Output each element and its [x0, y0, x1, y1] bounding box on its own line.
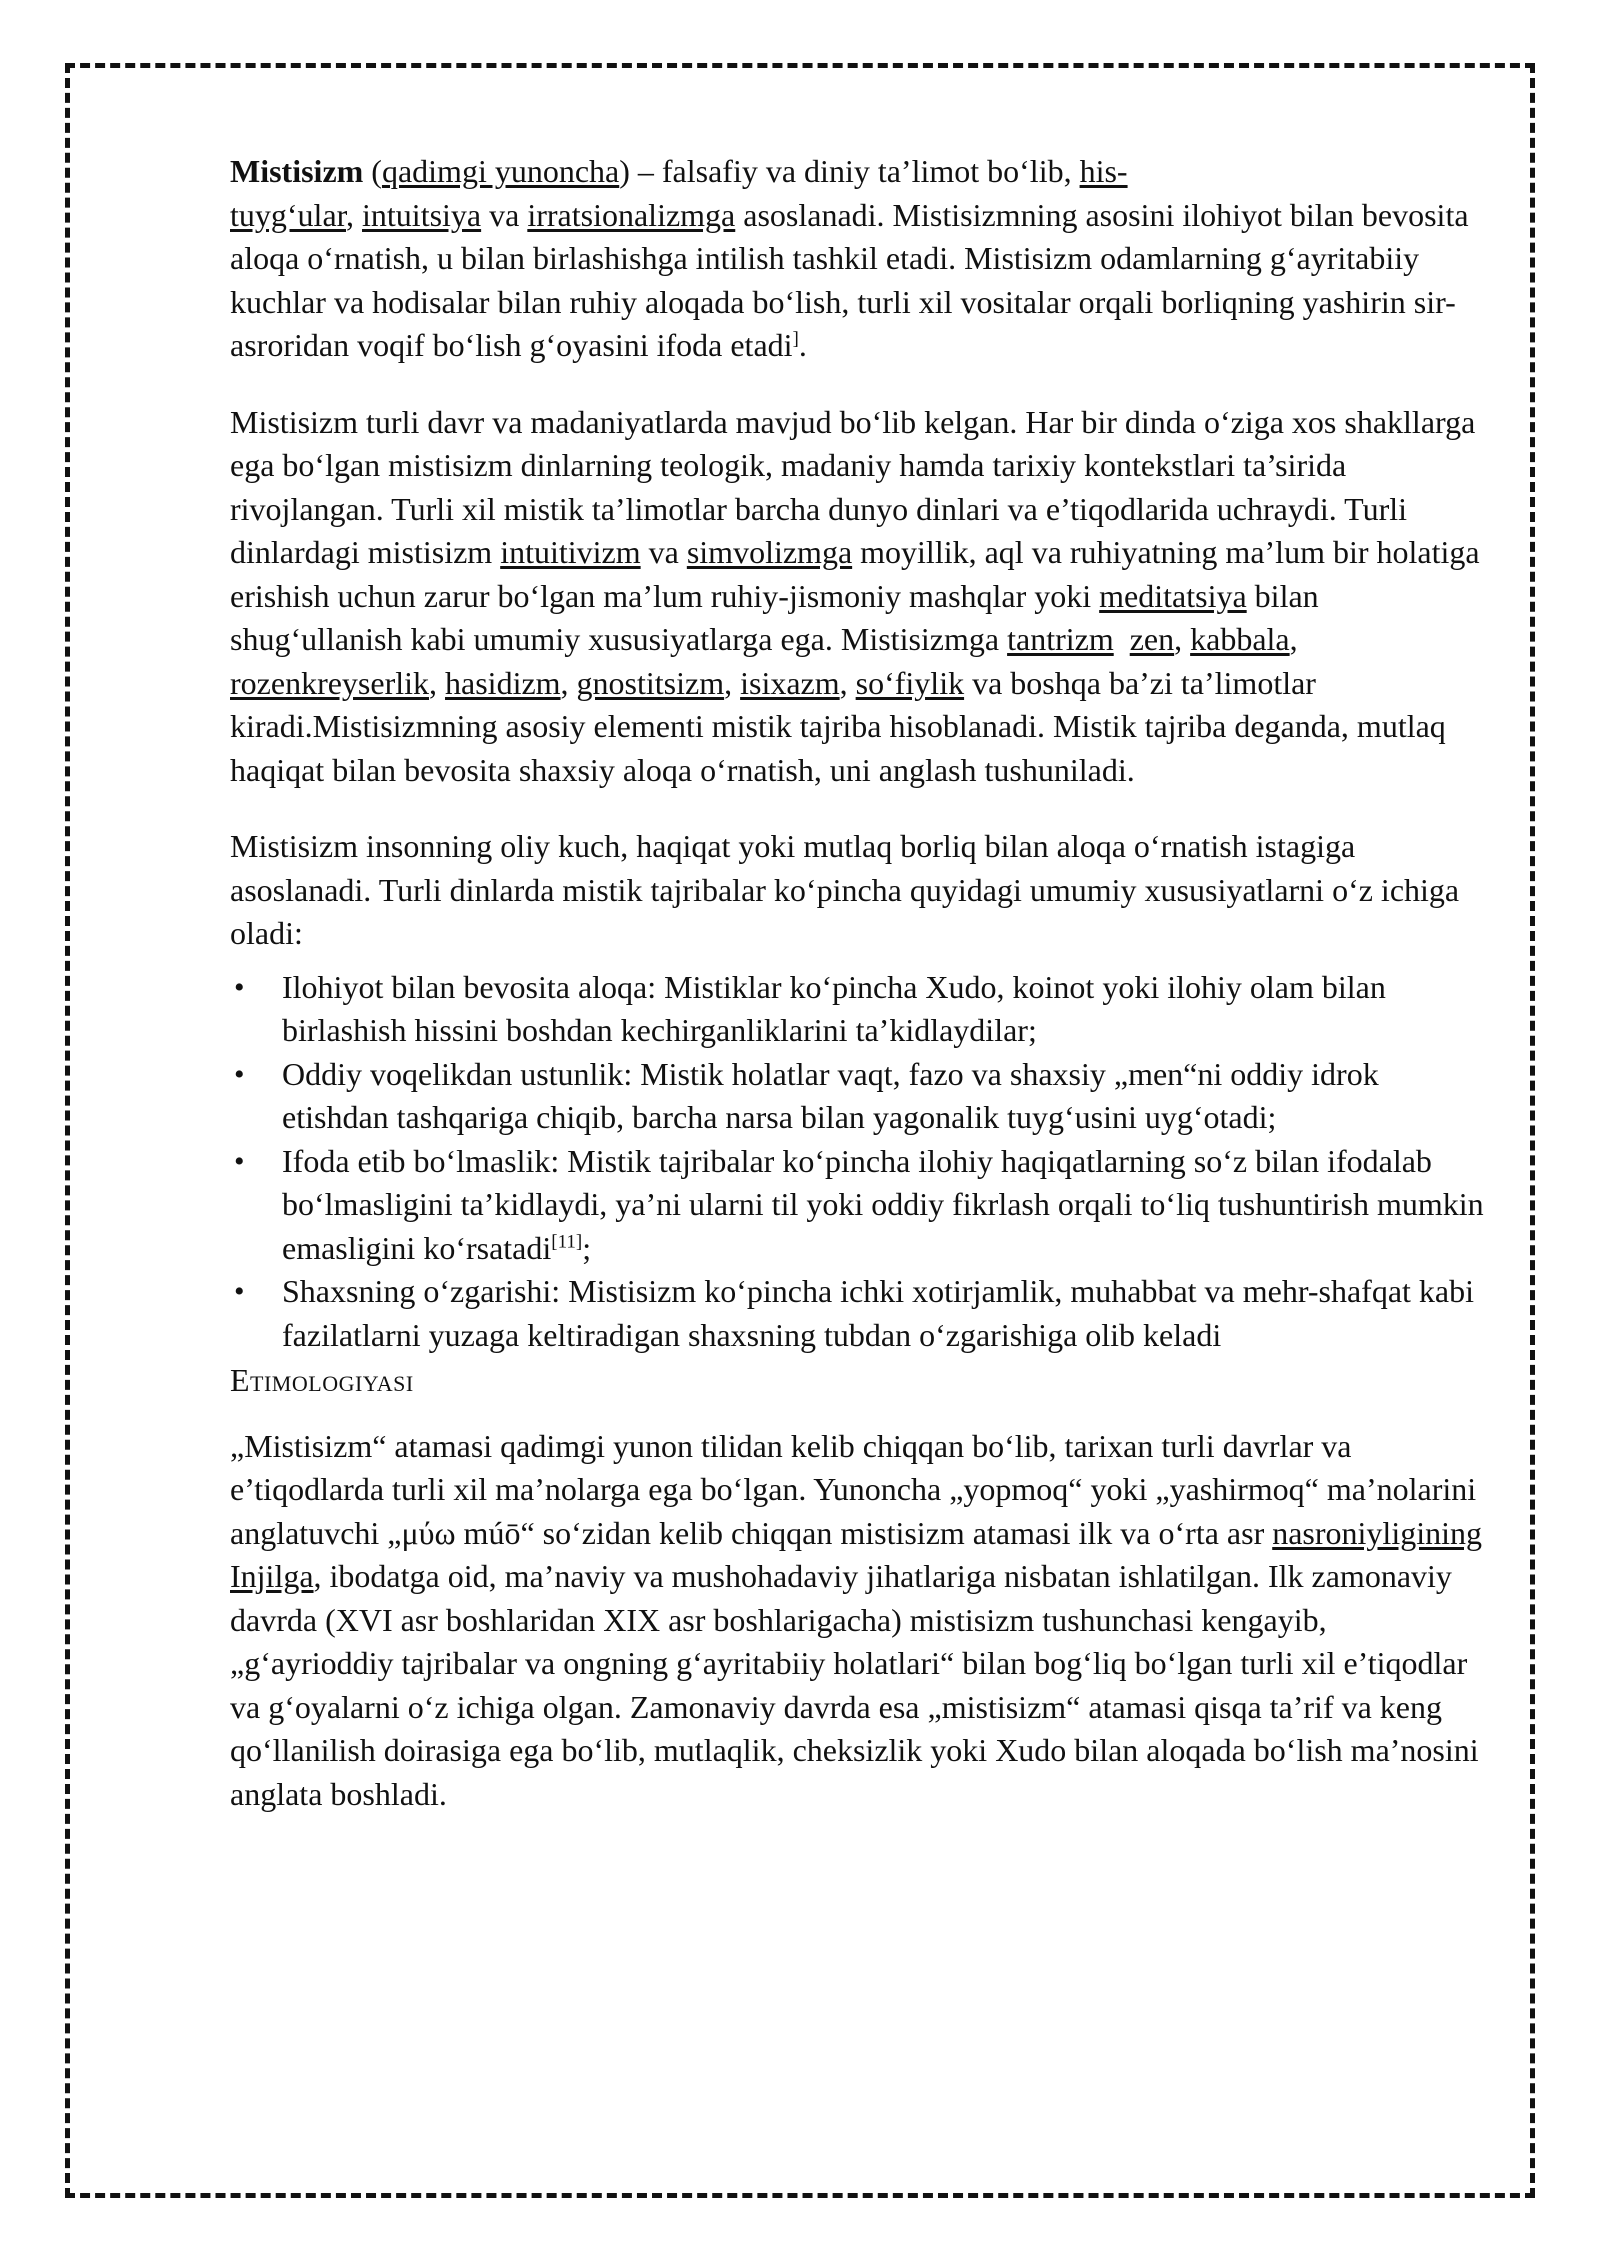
- list-item: [230, 1140, 1490, 1271]
- link-rozenkreyserlik[interactable]: rozenkreyserlik: [230, 664, 430, 701]
- link-simvolizmga[interactable]: simvolizmga: [686, 534, 853, 570]
- document-body: [230, 150, 1490, 1849]
- bullet-icon: •: [234, 1144, 245, 1178]
- intro-paragraph: [230, 150, 1490, 368]
- footnote-ref[interactable]: [11]: [551, 1230, 583, 1252]
- text: ,: [1174, 621, 1191, 657]
- list-item-text: Ifoda etib bo‘lmaslik: Mistik tajribalar ko‘pincha ilohiy haqiqatlarning so‘z bilan ifodalab bo‘lmasligini ta’kidlaydi, ya’ni ularni til yoki oddiy fikrlash orqali to‘liq tushuntirish mumkin emasligini ko‘rsatadi: [282, 1142, 1484, 1266]
- link-meditatsiya[interactable]: meditatsiya: [1099, 577, 1247, 614]
- link-injilga[interactable]: Injilga: [230, 1558, 314, 1594]
- list-item-text: ;: [582, 1229, 592, 1266]
- list-item-text: Shaxsning o‘zgarishi: Mistisizm ko‘pincha ichki xotirjamlik, muhabbat va mehr-shafqat kabi fazilatlarni yuzaga keltiradigan shaxsning tubdan o‘zgarishiga olib keladi: [282, 1273, 1474, 1353]
- text: .: [798, 327, 807, 363]
- link-zen[interactable]: zen: [1129, 621, 1175, 657]
- link-his-tuygular-part1[interactable]: his-: [1079, 153, 1128, 189]
- text: ,: [839, 664, 856, 701]
- list-item: [230, 966, 1490, 1053]
- link-gnostitsizm[interactable]: gnostitsizm: [576, 664, 725, 701]
- link-intuitivizm[interactable]: intuitivizm: [500, 534, 641, 570]
- text: „Mistisizm“ atamasi qadimgi yunon tilidan kelib chiqqan bo‘lib, tarixan turli davrlar va e’tiqodlarda turli xil ma’nolarga ega bo‘lgan. Yunoncha „yopmoq“ yoki „yashirmoq“ ma’nolarini anglatuvchi „μύω múō“ so‘zidan kelib chiqqan mistisizm atamasi ilk va o‘rta asr: [230, 1427, 1477, 1551]
- text: ,: [1289, 621, 1298, 657]
- features-intro-paragraph: Mistisizm insonning oliy kuch, haqiqat yoki mutlaq borliq bilan aloqa o‘rnatish istagiga asoslanadi. Turli dinlarda mistik tajribalar ko‘pincha quyidagi umumiy xususiyatlarni o‘z ichiga oladi:: [230, 828, 1460, 951]
- text: ) – falsafiy va diniy ta’limot bo‘lib,: [619, 153, 1080, 189]
- text: va boshqa ba’zi ta’limotlar kiradi.Mistisizmning asosiy elementi mistik tajriba hisoblanadi. Mistik tajriba deganda, mutlaq haqiqat bilan bevosita shaxsiy aloqa o‘rnatish, uni anglash tushuniladi.: [230, 664, 1446, 788]
- text: moyillik, aql va ruhiyatning ma’lum bir holatiga erishish uchun zarur bo‘lgan ma’lum ruhiy-jismoniy mashqlar yoki: [230, 534, 1480, 614]
- link-irratsionalizmga[interactable]: irratsionalizmga: [527, 196, 736, 233]
- bullet-icon: •: [234, 970, 245, 1004]
- features-list: [230, 966, 1490, 1358]
- text: va: [481, 196, 528, 233]
- list-item-text: Oddiy voqelikdan ustunlik: Mistik holatlar vaqt, fazo va shaxsiy „men“ni oddiy idrok etishdan tashqariga chiqib, barcha narsa bilan yagonalik tuyg‘usini uyg‘otadi;: [282, 1055, 1379, 1135]
- link-qadimgi-yunoncha[interactable]: qadimgi yunoncha: [381, 153, 620, 189]
- link-hasidizm[interactable]: hasidizm: [445, 664, 561, 701]
- term-title: Mistisizm: [230, 153, 364, 189]
- etymology-paragraph: [230, 1425, 1490, 1817]
- footnote-ref[interactable]: ]: [792, 328, 799, 350]
- link-nasroniyligining[interactable]: nasroniyligining: [1272, 1514, 1482, 1551]
- text: asoslanadi. Mistisizmning asosini ilohiyot bilan bevosita aloqa o‘rnatish, u bilan birlashishga intilish tashkil etadi. Mistisizm odamlarning g‘ayritabiiy kuchlar va hodisalar bilan ruhiy aloqada bo‘lish, turli xil vositalar orqali borliqning yashirin sir-asroridan voqif bo‘lish g‘oyasini ifoda etadi: [230, 196, 1469, 363]
- bullet-icon: •: [234, 1057, 245, 1091]
- history-paragraph: [230, 401, 1490, 793]
- text: Mistisizm turli davr va madaniyatlarda mavjud bo‘lib kelgan. Har bir dinda o‘ziga xos shakllarga ega bo‘lgan mistisizm dinlarning teologik, madaniy hamda tarixiy kontekstlari ta’sirida rivojlangan. Turli xil mistik ta’limotlar barcha dunyo dinlari va e’tiqodlarida uchraydi. Turli dinlardagi mistisizm: [230, 403, 1476, 570]
- text: ,: [346, 196, 363, 233]
- list-item: [230, 1270, 1490, 1357]
- bullet-icon: •: [234, 1275, 245, 1308]
- link-his-tuygular-part2[interactable]: tuyg‘ular: [230, 196, 347, 233]
- text: ,: [724, 664, 741, 701]
- link-tantrizm[interactable]: tantrizm: [1007, 621, 1114, 657]
- link-sofiylik[interactable]: so‘fiylik: [855, 664, 965, 701]
- section-heading-etymology: Etimologiyasi: [230, 1362, 414, 1398]
- list-item-text: Ilohiyot bilan bevosita aloqa: Mistiklar ko‘pincha Xudo, koinot yoki ilohiy olam bilan birlashish hissini boshdan kechirganliklarini ta’kidlaydilar;: [282, 968, 1386, 1048]
- text: ,: [429, 664, 446, 701]
- link-intuitsiya[interactable]: intuitsiya: [362, 196, 482, 233]
- list-item: [230, 1053, 1490, 1140]
- text: [1114, 621, 1130, 657]
- text: (: [363, 153, 382, 189]
- text: , ibodatga oid, ma’naviy va mushohadaviy jihatlariga nisbatan ishlatilgan. Ilk zamonaviy davrda (XVI asr boshlaridan XIX asr boshlarigacha) mistisizm tushunchasi kengayib, „g‘ayrioddiy tajribalar va ongning g‘ayritabiiy holatlari“ bilan bog‘liq bo‘lgan turli xil e’tiqodlar va g‘oyalarni o‘z ichiga olgan. Zamonaviy davrda esa „mistisizm“ atamasi qisqa ta’rif va keng qo‘llanilish doirasiga ega bo‘lib, mutlaqlik, cheksizlik yoki Xudo bilan aloqada bo‘lish ma’nosini anglata boshladi.: [230, 1558, 1479, 1812]
- link-isixazm[interactable]: isixazm: [740, 664, 840, 701]
- text: ,: [560, 664, 577, 701]
- link-kabbala[interactable]: kabbala: [1190, 621, 1290, 657]
- text: va: [640, 534, 687, 570]
- text: bilan shug‘ullanish kabi umumiy xususiyatlarga ega. Mistisizmga: [230, 577, 1319, 657]
